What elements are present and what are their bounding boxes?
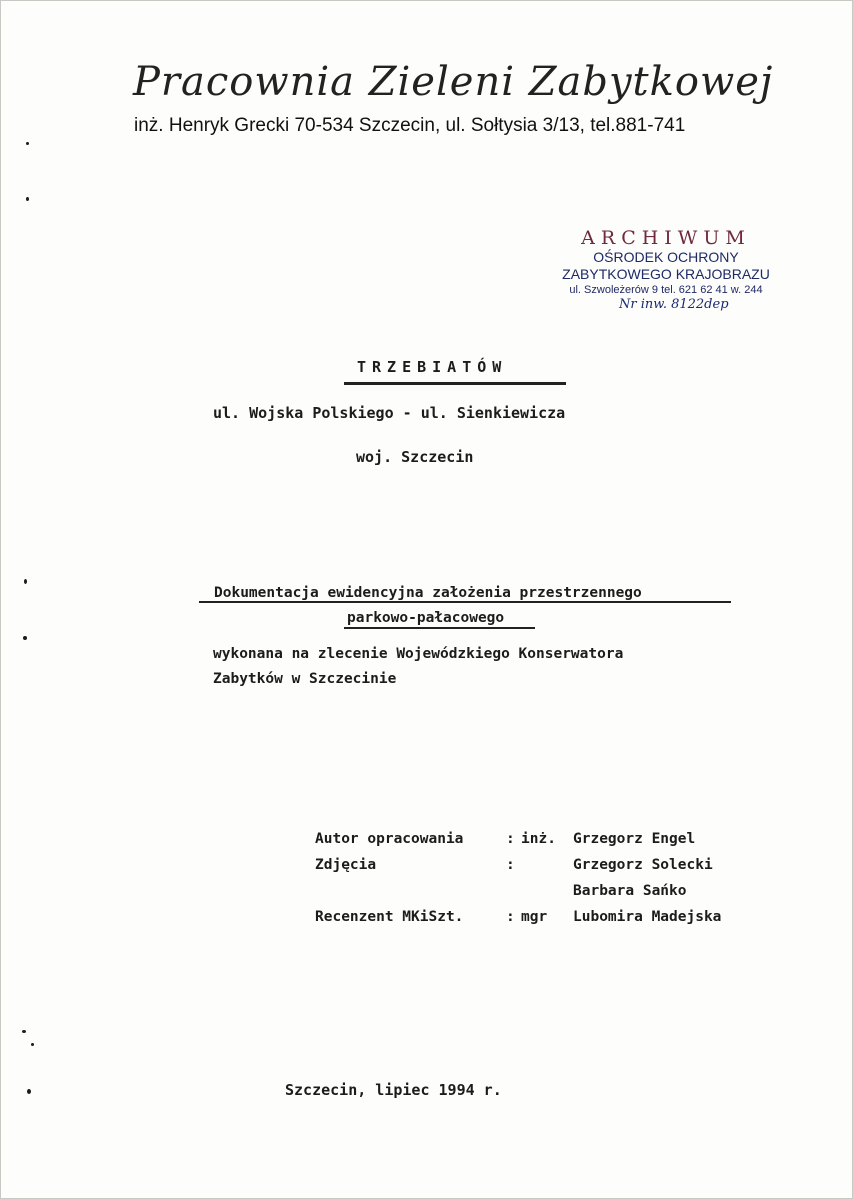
place-and-date: Szczecin, lipiec 1994 r. (285, 1081, 502, 1099)
binding-hole-mark (23, 636, 27, 640)
credit-label: Zdjęcia (315, 857, 377, 873)
document-title-underline-1 (199, 601, 731, 603)
credit-title: inż. (521, 831, 556, 847)
credit-name: Lubomira Madejska (573, 909, 722, 925)
binding-hole-mark (26, 142, 29, 145)
credit-name: Grzegorz Solecki (573, 857, 713, 873)
binding-hole-mark (26, 197, 29, 201)
stamp-line-3: ul. Szwoleżerów 9 tel. 621 62 41 w. 244 (569, 284, 763, 296)
document-title-underline-2 (344, 627, 535, 629)
stamp-inventory-number: Nr inw. 8122dep (619, 297, 729, 312)
letterhead-address: inż. Henryk Grecki 70-534 Szczecin, ul. Sołtysia 3/13, tel.881-741 (134, 115, 686, 136)
commission-line-2: Zabytków w Szczecinie (213, 671, 397, 687)
street-address: ul. Wojska Polskiego - ul. Sienkiewicza (213, 404, 566, 422)
credit-label: Recenzent MKiSzt. (315, 909, 464, 925)
region: woj. Szczecin (356, 448, 474, 466)
credit-separator: : (506, 831, 515, 847)
binding-hole-mark (31, 1043, 34, 1046)
document-title-line-1: Dokumentacja ewidencyjna założenia przestrzennego (214, 585, 642, 601)
credit-separator: : (506, 909, 515, 925)
letterhead-title: Pracownia Zieleni Zabytkowej (133, 59, 774, 105)
document-title-line-2: parkowo-pałacowego (347, 610, 505, 626)
stamp-line-1: OŚRODEK OCHRONY (593, 249, 739, 265)
binding-hole-mark (27, 1089, 31, 1094)
commission-line-1: wykonana na zlecenie Wojewódzkiego Konserwatora (213, 646, 624, 662)
binding-hole-mark (24, 579, 27, 584)
town-title-underline (344, 382, 566, 385)
stamp-archiwum: ARCHIWUM (581, 227, 751, 249)
town-title: TRZEBIATÓW (357, 358, 508, 376)
credit-name: Grzegorz Engel (573, 831, 696, 847)
credit-name: Barbara Sańko (573, 883, 687, 899)
credit-separator: : (506, 857, 515, 873)
credit-label: Autor opracowania (315, 831, 464, 847)
credit-title: mgr (521, 909, 548, 925)
stamp-line-2: ZABYTKOWEGO KRAJOBRAZU (562, 266, 770, 282)
binding-hole-mark (22, 1030, 26, 1033)
archive-stamp (561, 227, 771, 298)
